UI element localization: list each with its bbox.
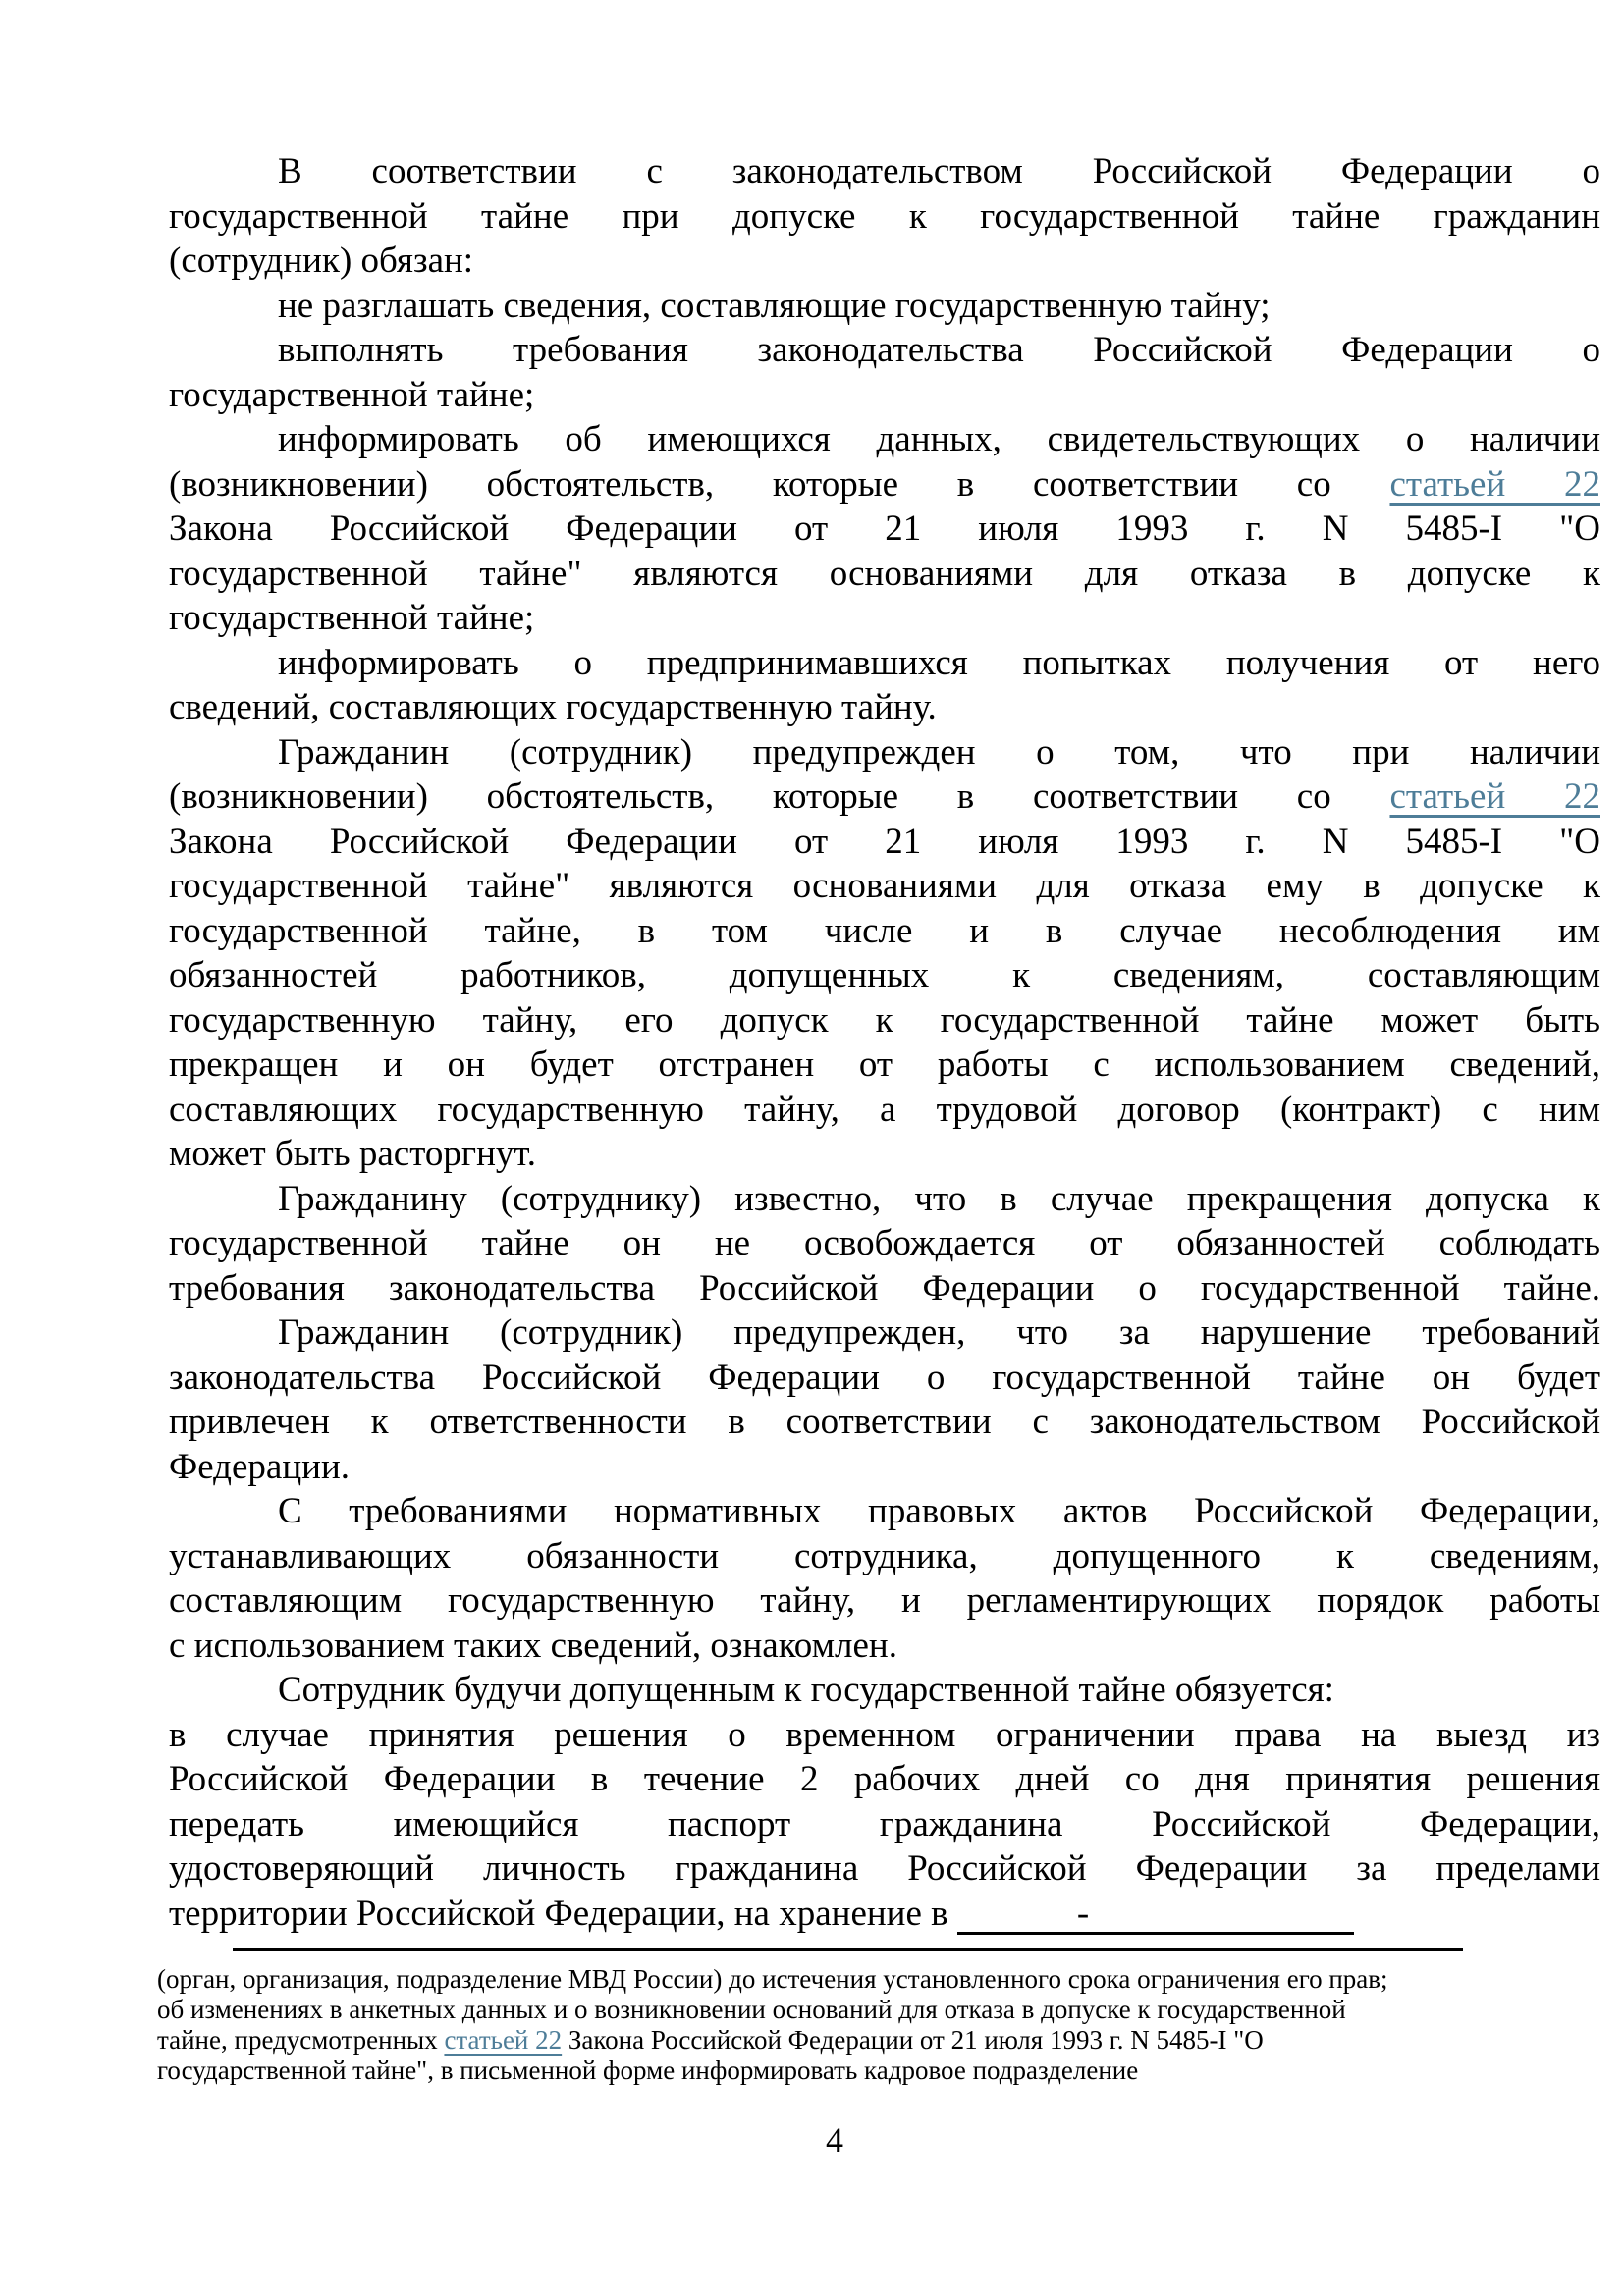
body-text-line [169, 1624, 1600, 1669]
body-text-line [169, 774, 1600, 820]
body-text-line [169, 1846, 1600, 1892]
text-segment: Федерации. [169, 1446, 350, 1487]
text-segment: (возникновении) обстоятельств, которые в соответствии со [169, 463, 1390, 505]
document-body-text [169, 149, 1600, 1936]
text-segment: государственной тайне при допуске к государственной тайне гражданин [169, 195, 1600, 237]
body-text-line [169, 1132, 1600, 1177]
text-segment: С требованиями нормативных правовых актов Российской Федерации, [278, 1491, 1600, 1531]
text-segment: сведений, составляющих государственную тайну. [169, 687, 937, 727]
body-text-line [169, 1892, 1600, 1937]
body-text-line [169, 1802, 1600, 1847]
text-segment: (орган, организация, подразделение МВД России) до истечения установленного срока ограничения его прав; [157, 1964, 1388, 1994]
text-segment: Сотрудник будучи допущенным к государственной тайне обязуется: [278, 1670, 1334, 1710]
text-segment: составляющим государственную тайну, и регламентирующих порядок работы [169, 1580, 1600, 1621]
text-segment: государственной тайне" являются основаниями для отказа ему в допуске к [169, 866, 1600, 906]
body-text-line [169, 1578, 1600, 1624]
body-text-line [169, 1668, 1600, 1713]
body-text-line [169, 909, 1600, 954]
footnote-text-line [157, 1964, 1532, 1995]
body-text-line [169, 149, 1600, 194]
text-segment: В соответствии с законодательством Российской Федерации о [278, 151, 1600, 191]
body-text-line [169, 1757, 1600, 1802]
text-segment: выполнять требования законодательства Российской Федерации о [278, 330, 1600, 370]
text-segment: Российской Федерации в течение 2 рабочих дней со дня принятия решения [169, 1759, 1600, 1799]
body-text-line [169, 596, 1600, 641]
text-segment: Гражданин (сотрудник) предупрежден о том, что при наличии [278, 731, 1600, 773]
text-segment: Гражданину (сотруднику) известно, что в случае прекращения допуска к [278, 1178, 1600, 1219]
text-segment: (сотрудник) обязан: [169, 240, 474, 281]
text-segment: тайне, предусмотренных [157, 2025, 445, 2055]
body-text-line [169, 820, 1600, 865]
text-segment: государственной тайне; [169, 374, 535, 415]
body-text-line [169, 1266, 1600, 1311]
body-text-line [169, 641, 1600, 686]
body-text-line [169, 552, 1600, 597]
body-text-line [169, 507, 1600, 552]
body-text-line [169, 1445, 1600, 1490]
article-22-link[interactable]: статьей 22 [444, 2025, 563, 2055]
text-segment: Закона Российской Федерации от 21 июля 1993 г. N 5485-I "О [169, 508, 1600, 549]
body-text-line [169, 328, 1600, 373]
text-segment: государственной тайне; [169, 598, 535, 638]
body-text-line [169, 1042, 1600, 1088]
body-text-line [169, 1310, 1600, 1356]
text-segment: прекращен и он будет отстранен от работы с использованием сведений, [169, 1044, 1600, 1085]
body-text-line [169, 998, 1600, 1043]
body-text-line [169, 953, 1600, 998]
footnote-text-line [157, 1995, 1532, 2025]
footnote-text-line [157, 2056, 1532, 2086]
footnote-text-line [157, 2025, 1532, 2056]
body-text-line [169, 1088, 1600, 1133]
text-segment: Закона Российской Федерации от 21 июля 1993 г. N 5485-I "О [169, 821, 1600, 862]
text-segment: государственной тайне" являются основаниями для отказа в допуске к [169, 553, 1600, 594]
text-segment: об изменениях в анкетных данных и о возникновении оснований для отказа в допуске к государственной [157, 1995, 1346, 2024]
text-segment: государственной тайне он не освобождается от обязанностей соблюдать [169, 1223, 1600, 1263]
text-segment: может быть расторгнут. [169, 1134, 537, 1174]
text-segment: с использованием таких сведений, ознакомлен. [169, 1625, 897, 1666]
text-segment: удостоверяющий личность гражданина Российской Федерации за пределами [169, 1848, 1600, 1889]
text-segment: (возникновении) обстоятельств, которые в соответствии со [169, 776, 1390, 817]
body-text-line [169, 1177, 1600, 1222]
body-text-line [169, 1221, 1600, 1266]
text-segment: устанавливающих обязанности сотрудника, допущенного к сведениям, [169, 1535, 1600, 1576]
body-text-line [169, 1489, 1600, 1534]
text-segment: законодательства Российской Федерации о государственной тайне он будет [169, 1357, 1600, 1398]
text-segment: Закона Российской Федерации от 21 июля 1993 г. N 5485-I "О [562, 2025, 1264, 2055]
text-segment: передать имеющийся паспорт гражданина Российской Федерации, [169, 1803, 1600, 1844]
text-segment: не разглашать сведения, составляющие государственную тайну; [278, 285, 1271, 326]
body-text-line [169, 194, 1600, 240]
body-text-line [169, 239, 1600, 284]
text-segment: информировать об имеющихся данных, свидетельствующих о наличии [278, 419, 1600, 459]
text-segment: государственной тайне, в том числе и в случае несоблюдения им [169, 910, 1600, 951]
body-text-line [169, 685, 1600, 730]
body-text-line [169, 1713, 1600, 1758]
text-segment: составляющих государственную тайну, а трудовой договор (контракт) с ним [169, 1089, 1600, 1130]
text-segment: обязанностей работников, допущенных к сведениям, составляющим [169, 955, 1600, 995]
body-text-line [169, 462, 1600, 507]
body-text-line [169, 730, 1600, 775]
text-segment: привлечен к ответственности в соответствии с законодательством Российской [169, 1402, 1600, 1442]
body-text-line [169, 1356, 1600, 1401]
text-segment: государственной тайне", в письменной форме информировать кадровое подразделение [157, 2056, 1139, 2085]
footnote [157, 1964, 1532, 2086]
page-number: 4 [826, 2120, 843, 2160]
body-text-line [169, 864, 1600, 909]
body-text-line [169, 373, 1600, 418]
fill-in-blank-line[interactable]: - [957, 1896, 1354, 1935]
footnote-separator-line [233, 1948, 1463, 1951]
article-22-link[interactable]: статьей 22 [1389, 463, 1600, 505]
text-segment: требования законодательства Российской Федерации о государственной тайне. [169, 1267, 1600, 1308]
text-segment: территории Российской Федерации, на хранение в [169, 1893, 957, 1934]
body-text-line [169, 1534, 1600, 1579]
text-segment: государственную тайну, его допуск к государственной тайне может быть [169, 999, 1600, 1041]
body-text-line [169, 417, 1600, 462]
text-segment: в случае принятия решения о временном ограничении права на выезд из [169, 1714, 1600, 1755]
text-segment: Гражданин (сотрудник) предупрежден, что за нарушение требований [278, 1312, 1600, 1353]
body-text-line [169, 284, 1600, 329]
text-segment: информировать о предпринимавшихся попытках получения от него [278, 642, 1600, 683]
body-text-line [169, 1400, 1600, 1445]
article-22-link[interactable]: статьей 22 [1389, 776, 1600, 817]
